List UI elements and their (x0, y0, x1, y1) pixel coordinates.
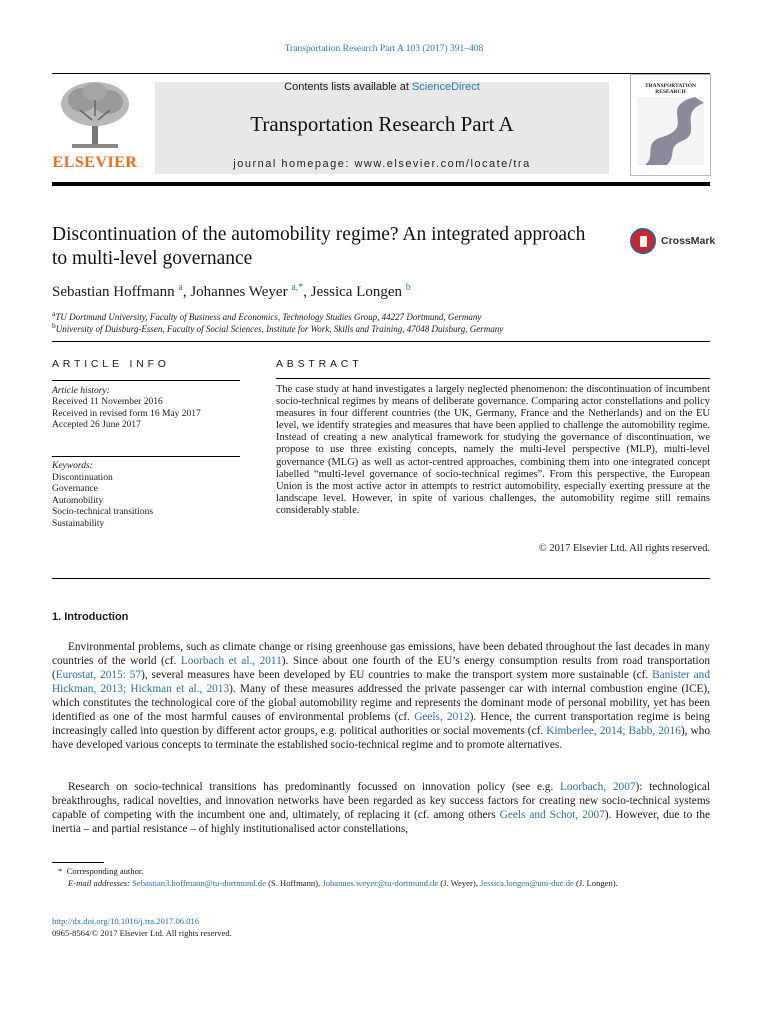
divider-rule (52, 578, 710, 579)
email-link[interactable]: Johannes.weyer@tu-dortmund.de (322, 878, 439, 888)
footnote-rule (52, 862, 104, 863)
history-label: Article history: (52, 386, 110, 396)
email-owner: (J. Weyer), (438, 878, 481, 888)
journal-title: Transportation Research Part A (250, 112, 514, 136)
author-affiliation-marker[interactable]: a (178, 282, 183, 293)
masthead-thick-rule (52, 182, 710, 186)
crossmark-label: CrossMark (661, 235, 716, 247)
keyword: Governance (52, 484, 98, 494)
email-link[interactable]: Sebastian3.hoffmann@tu-dortmund.de (132, 878, 266, 888)
corresponding-author-note (58, 866, 716, 878)
abstract-heading: ABSTRACT (276, 358, 363, 370)
keyword: Socio-technical transitions (52, 507, 154, 517)
journal-cover-image (630, 74, 711, 176)
paragraph-text: ), several measures have been developed by EU countries to make the transport system more sustainable (cf. (141, 669, 653, 681)
paragraph-text: ): technological breakthroughs, radical novelties, and innovation networks have been regarded as key success factors for creating new socio-technical systems capable of competing with the incumbent one and, ultimately, of replacing it (cf. among others (52, 781, 711, 821)
divider-rule (52, 341, 710, 342)
keyword: Automobility (52, 496, 104, 506)
email-addresses-note (52, 878, 710, 890)
article-info-heading: ARTICLE INFO (52, 358, 170, 370)
keywords-rule (52, 456, 240, 457)
crossmark-badge[interactable] (630, 228, 720, 258)
affiliation-marker: b (52, 321, 56, 330)
affiliation-marker: a (52, 309, 56, 318)
author-name: Johannes Weyer (190, 284, 288, 300)
intro-paragraph-2 (52, 780, 710, 836)
email-label: E-mail addresses: (68, 878, 130, 888)
contents-prefix: Contents lists available at (284, 81, 412, 93)
cover-title: TRANSPORTATION RESEARCH (645, 83, 696, 95)
history-revised: Received in revised form 16 May 2017 (52, 409, 201, 419)
top-rule (52, 73, 710, 74)
abstract-text: The case study at hand investigates a largely neglected phenomenon: the discontinuation of incumbent socio-technical regimes by means of deliberate governance. Comparing actor constellations and policy measures in four different countries (the UK, Germany, France and the Netherlands) and on the EU level, we identify strategies and measures that have been applied to challenge the automobility regime. Instead of creating a new analytical framework for studying the governance of discontinuation, we propose to use three existing concepts, namely the multi-level perspective (MLP), multi-level governance (MLG) as well as actor-centred approaches, combining them into one integrated concept labelled “multi-level governance of socio-technical regimes”. From this perspective, the European Union is the most active actor in attempts to restrict automobility, especially exerting pressure at the landscape level. However, in spite of various challenges, the automobility regime still remains considerably stable. (276, 384, 710, 516)
paragraph-text: ), who have developed various concepts to terminate the established socio-technical regime and to promote alternatives. (52, 725, 710, 751)
author-list: Sebastian Hoffmann $^a$, Johannes Weyer $^{a,*}$, Jessica Longen $^b$ (52, 282, 411, 300)
email-owner: (J. Longen). (573, 878, 618, 888)
article-info-rule (52, 380, 240, 381)
paragraph-text: ). Many of these measures addressed the private passenger car with internal combustion engine (ICE), which constitutes the technological core of the global automobility regime and represents the dominant mode of personal mobility, yet has been identified as one of the most harmful causes of environmental problems (cf. (52, 683, 711, 723)
citation-link[interactable]: Kimberlee, 2014; Babb, 2016 (546, 725, 681, 737)
affiliation-text: University of Duisburg-Essen, Faculty of Social Sciences, Institute for Work, Skills and Training, 47048 Duisburg, Germany (55, 324, 504, 334)
footnote-text: Corresponding author. (66, 866, 144, 876)
citation-link[interactable]: Banister and Hickman, 2013; Hickman et al., 2013 (52, 669, 710, 695)
contents-line (155, 81, 609, 93)
keywords-label: Keywords: (52, 461, 93, 471)
keyword: Sustainability (52, 519, 105, 529)
journal-reference[interactable]: Transportation Research Part A 103 (2017) 391–408 (284, 44, 484, 54)
paragraph-text: Environmental problems, such as climate change or rising greenhouse gas emissions, have been debated throughout the last decades in many countries of the world (cf. (52, 641, 710, 667)
affiliation-b (52, 321, 503, 334)
affiliation-text: TU Dortmund University, Faculty of Business and Economics, Technology Studies Group, 44227 Dortmund, Germany (55, 312, 482, 322)
email-owner: (S. Hoffmann), (265, 878, 323, 888)
article-title: Discontinuation of the automobility regime? An integrated approach to multi-level governance (52, 224, 586, 269)
issn-copyright: 0965-8564/© 2017 Elsevier Ltd. All rights reserved. (52, 928, 232, 938)
paragraph-text: ). Hence, the current transportation regime is being increasingly called into question by different actor groups, e.g. political authorities or social movements (cf. (52, 711, 710, 737)
sciencedirect-link[interactable]: ScienceDirect (411, 81, 480, 93)
paragraph-text: Research on socio-technical transitions has predominantly focussed on innovation policy (see e.g. (68, 781, 561, 793)
asterisk-marker: * (58, 866, 63, 876)
intro-paragraph-1 (52, 640, 710, 752)
citation-link[interactable]: Geels, 2012 (414, 711, 470, 723)
abstract-rule (276, 378, 710, 379)
citation-link[interactable]: Loorbach, 2007 (560, 781, 636, 793)
author-name: Jessica Longen (310, 284, 403, 300)
author-affiliation-marker[interactable]: a,* (291, 282, 304, 293)
journal-homepage[interactable]: journal homepage: www.elsevier.com/locate/tra (233, 158, 531, 170)
abstract-copyright: © 2017 Elsevier Ltd. All rights reserved. (538, 543, 710, 554)
elsevier-wordmark: ELSEVIER (52, 154, 138, 171)
section-heading: 1. Introduction (52, 611, 129, 623)
paragraph-text: ). However, due to the inertia – and partial resistance – of highly institutionalised actor constellations, (52, 809, 711, 835)
citation-link[interactable]: Geels and Schot, 2007 (499, 809, 605, 821)
author-affiliation-marker[interactable]: b (405, 282, 411, 293)
doi-link[interactable]: http://dx.doi.org/10.1016/j.tra.2017.06.016 (52, 916, 200, 926)
keyword: Discontinuation (52, 473, 113, 483)
crossmark-icon (630, 228, 656, 254)
citation-link[interactable]: Eurostat, 2015: 57 (55, 669, 142, 681)
paragraph-text: ). Since about one fourth of the EU’s energy consumption results from road transportation ( (52, 655, 710, 681)
history-received: Received 11 November 2016 (52, 397, 163, 407)
citation-link[interactable]: Loorbach et al., 2011 (180, 655, 282, 667)
history-accepted: Accepted 26 June 2017 (52, 420, 141, 430)
email-link[interactable]: Jessica.longen@uni-due.de (480, 878, 574, 888)
author-name: Sebastian Hoffmann (52, 284, 175, 300)
